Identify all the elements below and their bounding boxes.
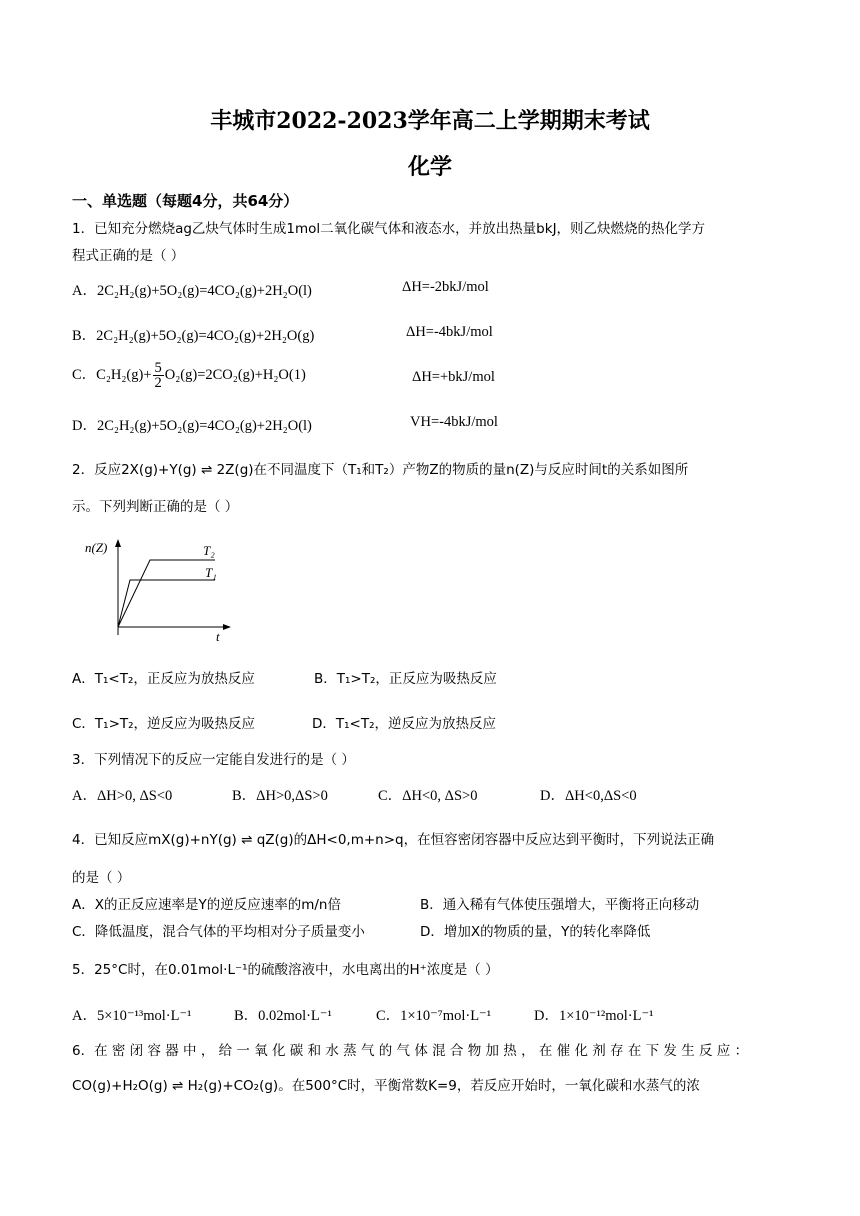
- q3-option-d: D．ΔH<0,ΔS<0: [540, 788, 637, 804]
- q1-option-c-post: O₂(g)=2CO₂(g)+H₂O(1): [164, 366, 306, 383]
- q1-option-a-equation: A．2C₂H₂(g)+5O₂(g)=4CO₂(g)+2H₂O(l): [72, 283, 312, 299]
- q2-option-d: D．T₁<T₂，逆反应为放热反应: [312, 716, 497, 732]
- q2-stem-line1: 2．反应2X(g)+Y(g) ⇌ 2Z(g)在不同温度下（T₁和T₂）产物Z的物质的量n(Z)与反应时间t的关系如图所: [72, 462, 689, 478]
- curve-t2: [118, 560, 215, 627]
- q1-option-d-equation: D．2C₂H₂(g)+5O₂(g)=4CO₂(g)+2H₂O(l): [72, 418, 312, 434]
- q3-option-b: B．ΔH>0,ΔS>0: [232, 788, 328, 804]
- q5-option-a: A．5×10⁻¹³mol·L⁻¹: [72, 1008, 192, 1024]
- q1-option-c: [72, 361, 306, 390]
- q1-option-d: [72, 414, 312, 435]
- graph-t1-label: T₁: [205, 565, 217, 580]
- q3-option-a: A．ΔH>0, ΔS<0: [72, 788, 173, 804]
- q1-option-a: [72, 279, 312, 300]
- q1-stem-line1: 1．已知充分燃烧ag乙炔气体时生成1mol二氧化碳气体和液态水，并放出热量bkJ，则乙炔燃烧的热化学方: [72, 221, 706, 237]
- q2-option-b: B．T₁>T₂，正反应为吸热反应: [314, 671, 497, 687]
- q1-option-d-enthalpy: VH=-4bkJ/mol: [410, 414, 498, 430]
- q1-option-c-enthalpy: ΔH=+bkJ/mol: [412, 369, 495, 385]
- q5-option-c: C．1×10⁻⁷mol·L⁻¹: [376, 1008, 492, 1024]
- nz-vs-time-graph: [75, 535, 245, 645]
- q6-stem-line1: 6．在 密 闭 容 器 中 ， 给 一 氧 化 碳 和 水 蒸 气 的 气 体 混 合 物 加 热 ， 在 催 化 剂 存 在 下 发 生 反 应 ：: [72, 1043, 749, 1059]
- q4-stem-line2: 的是（ ）: [72, 870, 131, 886]
- q4-stem-line1: 4．已知反应mX(g)+nY(g) ⇌ qZ(g)的ΔH<0,m+n>q，在恒容密闭容器中反应达到平衡时，下列说法正确: [72, 832, 715, 848]
- q3-stem: 3．下列情况下的反应一定能自发进行的是（ ）: [72, 752, 355, 768]
- fraction-denominator: 2: [154, 375, 162, 391]
- graph-x-arrow: [223, 624, 231, 630]
- q1-option-b: [72, 324, 314, 345]
- q5-option-d: D．1×10⁻¹²mol·L⁻¹: [534, 1008, 654, 1024]
- exam-title: 丰城市2022-2023学年高二上学期期末考试: [210, 108, 650, 134]
- curve-t1: [118, 580, 215, 627]
- q1-option-b-enthalpy: ΔH=-4bkJ/mol: [406, 324, 493, 340]
- q1-option-a-enthalpy: ΔH=-2bkJ/mol: [402, 279, 489, 295]
- section-heading: 一、单选题（每题4分，共64分）: [72, 192, 299, 210]
- q2-option-c: C．T₁>T₂，逆反应为吸热反应: [72, 716, 256, 732]
- q5-option-b: B．0.02mol·L⁻¹: [234, 1008, 332, 1024]
- q5-stem: 5．25°C时，在0.01mol·L⁻¹的硫酸溶液中，水电离出的H⁺浓度是（ ）: [72, 962, 499, 978]
- q4-option-b: B．通入稀有气体使压强增大，平衡将正向移动: [420, 897, 700, 913]
- fraction-numerator: 5: [154, 360, 162, 376]
- graph-y-arrow: [115, 539, 121, 547]
- q6-stem-line2: CO(g)+H₂O(g) ⇌ H₂(g)+CO₂(g)。在500°C时，平衡常数K=9，若反应开始时，一氧化碳和水蒸气的浓: [72, 1078, 700, 1094]
- graph-y-label: n(Z): [85, 540, 108, 555]
- q1-option-c-fraction: [153, 361, 164, 390]
- q4-option-a: A．X的正反应速率是Y的逆反应速率的m/n倍: [72, 897, 341, 913]
- q1-stem-line2: 程式正确的是（ ）: [72, 248, 185, 264]
- q2-stem-line2: 示。下列判断正确的是（ ）: [72, 499, 239, 515]
- q1-option-c-pre: C．C₂H₂(g)+: [72, 366, 152, 383]
- q2-option-a: A．T₁<T₂，正反应为放热反应: [72, 671, 255, 687]
- q1-option-b-equation: B．2C₂H₂(g)+5O₂(g)=4CO₂(g)+2H₂O(g): [72, 328, 315, 344]
- q3-option-c: C．ΔH<0, ΔS>0: [378, 788, 478, 804]
- q4-option-c: C．降低温度，混合气体的平均相对分子质量变小: [72, 924, 365, 940]
- graph-x-label: t: [216, 629, 220, 644]
- subject-title: 化学: [407, 154, 452, 180]
- graph-t2-label: T₂: [203, 543, 215, 558]
- q4-option-d: D．增加X的物质的量，Y的转化率降低: [420, 924, 651, 940]
